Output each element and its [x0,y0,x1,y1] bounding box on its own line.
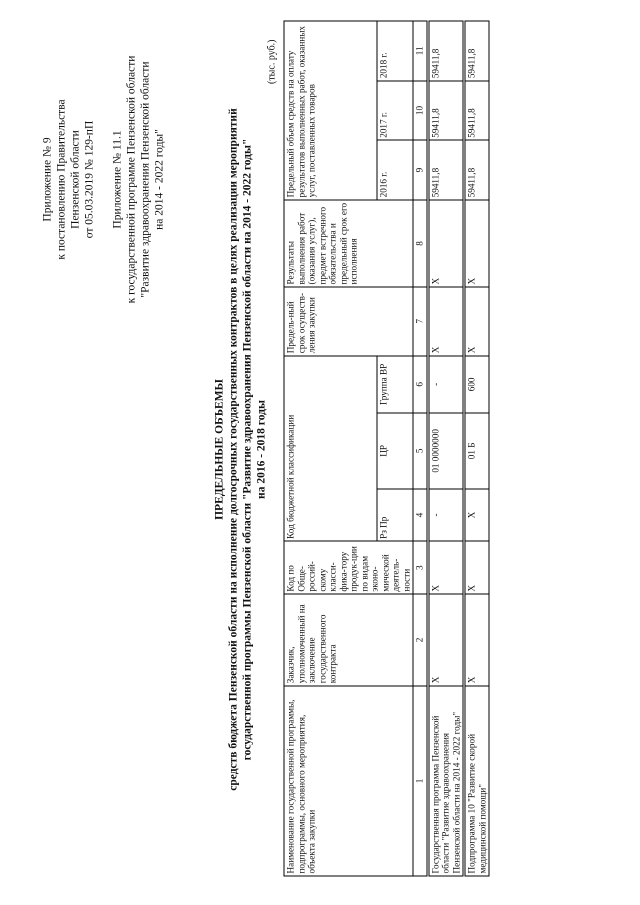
row-cr: 01 0000000 [428,413,465,489]
header-rzpr: Рз Пр [377,489,413,542]
header-2017: 2017 г. [377,81,413,141]
units-label: (тыс. руб.) [266,39,278,85]
column-number: 9 [413,140,428,200]
appendix-line: "Развитие здравоохранения Пензенской области [139,61,152,298]
header-vr: Группа ВР [377,356,413,413]
header-limit: Предельный объем средств на оплату результатов выполненных работ, оказанных услуг, поставленных товаров [284,21,377,200]
row-okpd: Х [428,541,465,594]
row-2018: 59411,8 [464,21,489,81]
column-number: 4 [413,489,428,542]
row-customer: Х [464,594,489,686]
limits-table [284,21,490,877]
appendix-line: к государственной программе Пензенской области [125,55,138,304]
row-2018: 59411,8 [428,21,465,81]
column-number-row [413,21,428,876]
header-2016: 2016 г. [377,140,413,200]
document-title [213,25,269,875]
row-results: Х [428,200,465,287]
title-line: государственной программы Пензенской области "Развитие здравоохранения Пензенской области на 2014 - 2022 годы" [241,138,254,761]
title-line: на 2016 - 2018 годы [255,400,268,499]
column-number: 6 [413,356,428,413]
appendix-line: к постановлению Правительства [55,99,68,260]
column-number: 3 [413,541,428,594]
row-cr: 01 Б [464,413,489,489]
row-deadline: Х [428,287,465,356]
row-2017: 59411,8 [428,81,465,141]
row-2016: 59411,8 [464,140,489,200]
row-customer: Х [428,594,465,686]
column-number: 10 [413,81,428,141]
header-name: Наименование государственной программы, подпрограммы, основного мероприятия, объекта закупки [284,686,413,876]
column-number: 8 [413,200,428,287]
row-rzpr: Х [464,489,489,542]
appendix-line: Пензенской области [69,130,82,229]
column-number: 2 [413,594,428,686]
row-deadline: Х [464,287,489,356]
spacer [97,15,111,345]
table-row [428,21,465,876]
header-cr: ЦР [377,413,413,489]
row-2016: 59411,8 [428,140,465,200]
header-customer: Заказчик, уполномоченный на заключение государственного контракта [284,594,413,686]
row-name: Государственная программа Пензенской области "Развитие здравоохранения Пензенской области на 2014 - 2022 годы" [428,686,465,876]
appendix-line: Приложение № 11.1 [111,130,124,229]
header-deadline: Предель-ный срок осуществ-ления закупки [284,287,413,356]
row-2017: 59411,8 [464,81,489,141]
appendix-block [41,15,167,345]
row-vr: 600 [464,356,489,413]
column-number: 11 [413,21,428,81]
column-number: 5 [413,413,428,489]
appendix-line: от 05.03.2019 № 129-пП [83,120,96,239]
title-line: средств бюджета Пензенской области на исполнение долгосрочных государственных контрактов в целях реализации мероприятий [227,108,240,791]
column-number: 7 [413,287,428,356]
row-okpd: Х [464,541,489,594]
row-rzpr: - [428,489,465,542]
document-page [1,0,640,905]
header-2018: 2018 г. [377,21,413,81]
row-results: Х [464,200,489,287]
title-line: ПРЕДЕЛЬНЫЕ ОБЪЕМЫ [213,379,226,520]
header-budget-code: Код бюджетной классификации [284,356,377,542]
row-name: Подпрограмма 10 "Развитие скорой медицинской помощи" [464,686,489,876]
appendix-line: Приложение № 9 [41,137,54,222]
column-number: 1 [413,686,428,876]
table-row [464,21,489,876]
header-okpd: Код по Обще-россий-скому класси-фика-тору продук-ции по видам эконо-мической деятель-ности [284,541,413,594]
row-vr: - [428,356,465,413]
header-results: Результаты выполнения работ (оказания услуг), предмет встречного обязательства и предельный срок его исполнения [284,200,413,287]
appendix-line: на 2014 - 2022 годы" [153,129,166,230]
